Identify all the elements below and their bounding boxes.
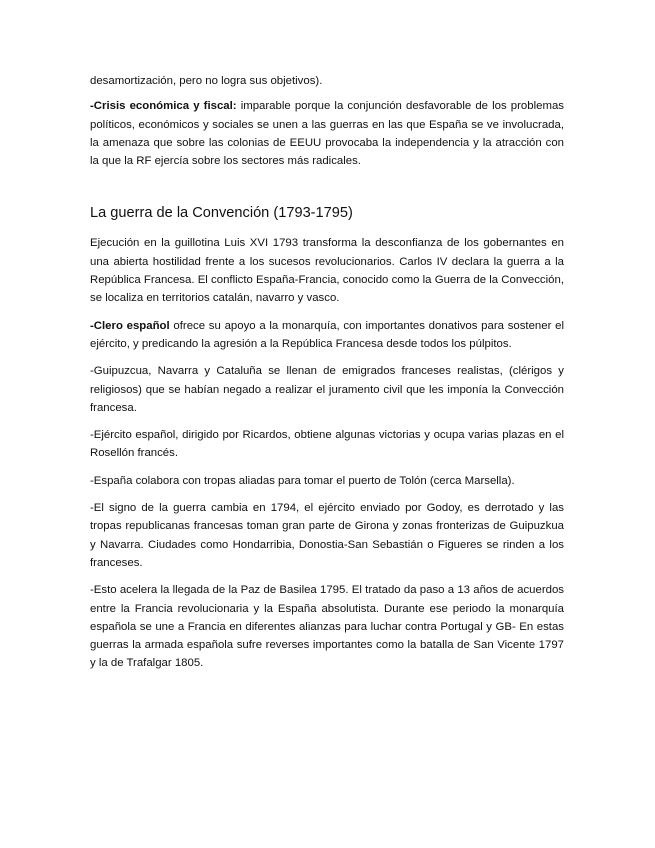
paragraph-clero [90, 317, 564, 354]
paragraph-ejecucion: Ejecución en la guillotina Luis XVI 1793 transforma la desconfianza de los gobernantes en una abierta hostilidad frente a los sucesos revolucionarios. Carlos IV declara la guerra a la República Francesa. El conflicto España-Francia, conocido como la Guerra de la Convección, se localiza en territorios catalán, navarro y vasco. [90, 237, 564, 305]
bold-lead-clero: -Clero español [90, 319, 170, 332]
paragraph-guipuzcua: -Guipuzcua, Navarra y Cataluña se llenan de emigrados franceses realistas, (clérigos y religiosos) que se habían negado a realizar el juramento civil que les imponía la Convección francesa. [90, 365, 564, 414]
paragraph-text-clero: ofrece su apoyo a la monarquía, con importantes donativos para sostener el ejército, y predicando la agresión a la República Francesa desde todos los púlpitos. [90, 319, 564, 350]
paragraph-signo-guerra: -El signo de la guerra cambia en 1794, el ejército enviado por Godoy, es derrotado y las tropas republicanas francesas toman gran parte de Girona y zonas fronterizas de Guipuzkua y Navarra. Ciudades como Hondarribia, Donostia-San Sebastián o Figueres se rinden a los franceses. [90, 502, 564, 569]
paragraph-paz-basilea: -Esto acelera la llegada de la Paz de Basilea 1795. El tratado da paso a 13 años de acuerdos entre la Francia revolucionaria y la España absolutista. Durante ese periodo la monarquía española se une a Francia en diferentes alianzas para luchar contra Portugal y GB- En estas guerras la armada española sufre reverses importantes como la batalla de San Vicente 1797 y la de Trafalgar 1805. [90, 584, 564, 670]
paragraph-ejercito: -Ejército español, dirigido por Ricardos, obtiene algunas victorias y ocupa varias plazas en el Rosellón francés. [90, 429, 564, 460]
paragraph-text-crisis: imparable porque la conjunción desfavorable de los problemas políticos, económicos y sociales se unen a las guerras en las que España se ve involucrada, la amenaza que sobre las colonias de EEUU provocaba la independencia y la atracción con la que la RF ejercía sobre los sectores más radicales. [90, 100, 564, 168]
paragraph-crisis-economica [90, 97, 564, 170]
bold-lead-crisis: -Crisis económica y fiscal: [90, 100, 237, 113]
document-page [90, 72, 564, 682]
paragraph-tolon: -España colabora con tropas aliadas para tomar el puerto de Tolón (cerca Marsella). [90, 474, 515, 487]
paragraph-intro-continuation: desamortización, pero no logra sus objetivos). [90, 75, 323, 87]
section-heading: La guerra de la Convención (1793-1795) [90, 205, 353, 222]
